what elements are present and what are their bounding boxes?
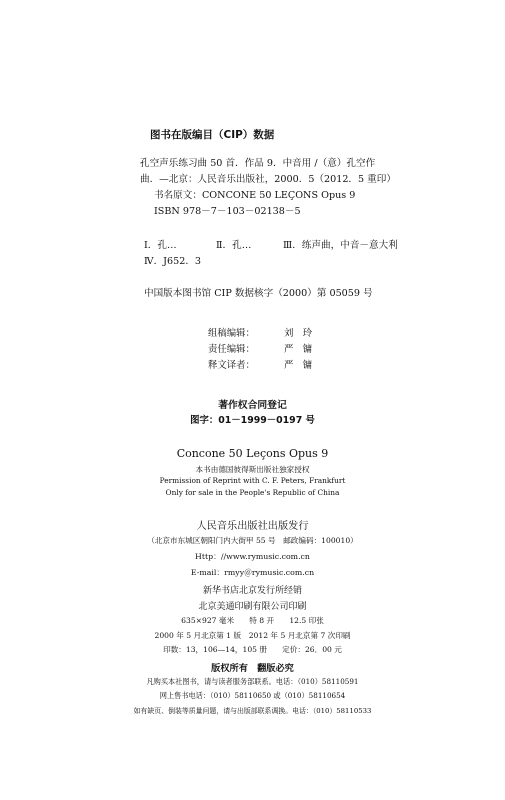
publisher-address: （北京市东城区朝阳门内大街甲 55 号 邮政编码：100010） bbox=[147, 536, 358, 545]
copyright-title: 著作权合同登记 bbox=[218, 400, 287, 411]
classification-2: Ⅱ．孔… bbox=[216, 240, 252, 251]
contact-line-1: 凡购买本社图书，请与读者服务部联系。电话：（010）58110591 bbox=[146, 677, 359, 686]
book-specs: 635×927 毫米 特 8 开 12.5 印张 bbox=[181, 616, 324, 625]
print-quantity-price: 印数：13，106—14，105 册 定价：26．00 元 bbox=[163, 645, 342, 654]
classification-3: Ⅲ．练声曲，中音－意大利 bbox=[283, 240, 398, 251]
edition-title: Concone 50 Leçons Opus 9 bbox=[176, 447, 329, 460]
cip-line-4: ISBN 978－7－103－02138－5 bbox=[154, 206, 301, 217]
contact-line-2: 网上售书电话：（010）58110650 或（010）58110654 bbox=[159, 691, 346, 700]
license-cn: 本书由德国彼得斯出版社独家授权 bbox=[195, 465, 310, 474]
publisher-name: 人民音乐出版社出版发行 bbox=[196, 521, 309, 532]
editor-label: 释文译者： bbox=[208, 360, 255, 371]
printing-info: 2000 年 5 月北京第 1 版 2012 年 5 月北京第 7 次印刷 bbox=[154, 631, 351, 640]
distributor: 新华书店北京发行所经销 bbox=[202, 586, 302, 596]
permission-line-2: Only for sale in the People's Republic of China bbox=[165, 488, 340, 497]
printer: 北京美通印刷有限公司印刷 bbox=[198, 602, 307, 612]
classification-1: Ⅰ．孔… bbox=[144, 240, 177, 251]
library-note: 中国版本图书馆 CIP 数据核字（2000）第 05059 号 bbox=[144, 288, 373, 299]
publisher-email: E-mail：rmyy＠rymusic.com.cn bbox=[190, 568, 315, 577]
publisher-website: Http：//www.rymusic.com.cn bbox=[195, 552, 310, 561]
rights-notice: 版权所有 翻版必究 bbox=[211, 663, 294, 674]
copyright-number: 图字：01－1999－0197 号 bbox=[190, 415, 315, 426]
cip-line-2: 曲．—北京：人民音乐出版社，2000．5（2012．5 重印） bbox=[140, 174, 396, 185]
editor-name: 严 镛 bbox=[284, 344, 313, 355]
editor-label: 组稿编辑： bbox=[208, 328, 255, 339]
editor-name: 刘 玲 bbox=[284, 328, 313, 339]
permission-line-1: Permission of Reprint with C. F. Peters, Frankfurt bbox=[159, 476, 346, 485]
cip-title: 图书在版编目（CIP）数据 bbox=[150, 129, 275, 141]
editor-label: 责任编辑： bbox=[208, 344, 255, 355]
classification-4: Ⅳ．J652．3 bbox=[144, 256, 202, 267]
editor-name: 严 镛 bbox=[284, 360, 313, 371]
cip-line-1: 孔空声乐练习曲 50 首．作品 9．中音用 /（意）孔空作 bbox=[140, 158, 376, 169]
contact-line-3: 如有缺页、倒装等质量问题，请与出版部联系调换。电话：（010）58110533 bbox=[133, 707, 372, 715]
cip-line-3: 书名原文：CONCONE 50 LEÇONS Opus 9 bbox=[154, 190, 356, 201]
